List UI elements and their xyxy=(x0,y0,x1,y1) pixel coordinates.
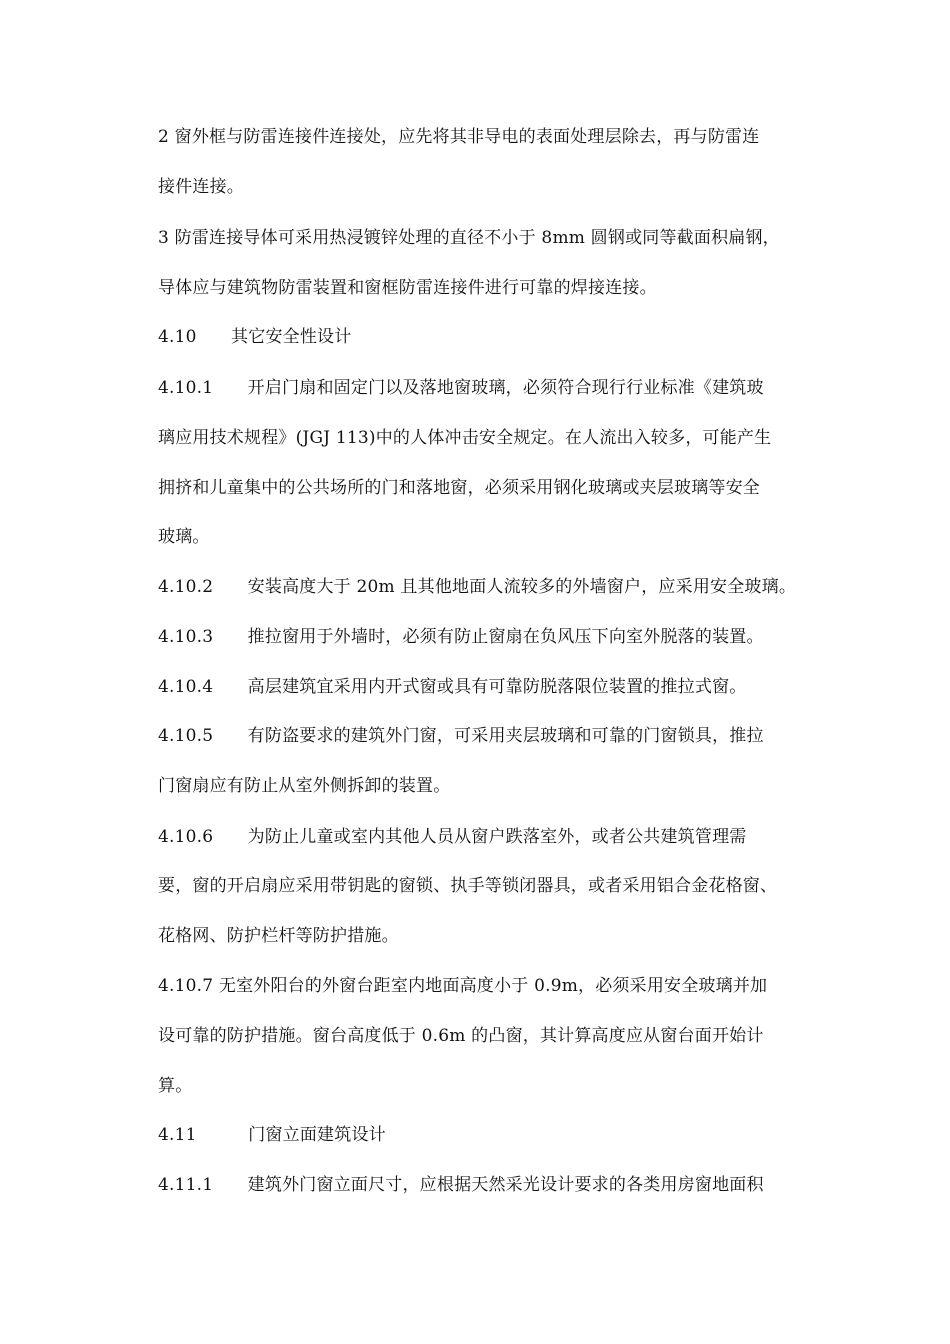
text-line-22: 4.11.1 建筑外门窗立面尺寸，应根据天然采光设计要求的各类用房窗地面积 xyxy=(158,1175,764,1195)
text-line-18: 4.10.7 无室外阳台的外窗台距室内地面高度小于 0.9m，必须采用安全玻璃并加 xyxy=(158,976,768,996)
text-line-13: 4.10.5 有防盗要求的建筑外门窗，可采用夹层玻璃和可靠的门窗锁具，推拉 xyxy=(158,726,764,746)
text-line-17: 花格网、防护栏杆等防护措施。 xyxy=(158,926,399,946)
text-line-4: 导体应与建筑物防雷装置和窗框防雷连接件进行可靠的焊接连接。 xyxy=(158,278,657,298)
text-line-3: 3 防雷连接导体可采用热浸镀锌处理的直径不小于 8mm 圆钢或同等截面积扁钢， xyxy=(158,228,780,248)
section-heading-4-10: 4.10 其它安全性设计 xyxy=(158,327,352,347)
text-line-12: 4.10.4 高层建筑宜采用内开式窗或具有可靠防脱落限位装置的推拉式窗。 xyxy=(158,677,747,697)
text-line-19: 设可靠的防护措施。窗台高度低于 0.6m 的凸窗，其计算高度应从窗台面开始计 xyxy=(158,1026,764,1046)
text-line-20: 算。 xyxy=(158,1076,193,1096)
text-line-9: 玻璃。 xyxy=(158,527,210,547)
section-heading-4-11: 4.11 门窗立面建筑设计 xyxy=(158,1125,386,1145)
text-line-1: 2 窗外框与防雷连接件连接处，应先将其非导电的表面处理层除去，再与防雷连 xyxy=(158,127,760,147)
text-line-16: 要，窗的开启扇应采用带钥匙的窗锁、执手等锁闭器具，或者采用铝合金花格窗、 xyxy=(158,876,778,896)
text-line-15: 4.10.6 为防止儿童或室内其他人员从窗户跌落室外，或者公共建筑管理需 xyxy=(158,827,747,847)
text-line-6: 4.10.1 开启门扇和固定门以及落地窗玻璃，必须符合现行行业标准《建筑玻 xyxy=(158,378,764,398)
text-line-2: 接件连接。 xyxy=(158,177,244,197)
text-line-14: 门窗扇应有防止从室外侧拆卸的装置。 xyxy=(158,776,451,796)
text-line-8: 拥挤和儿童集中的公共场所的门和落地窗，必须采用钢化玻璃或夹层玻璃等安全 xyxy=(158,478,760,498)
text-line-11: 4.10.3 推拉窗用于外墙时，必须有防止窗扇在负风压下向室外脱落的装置。 xyxy=(158,627,764,647)
text-line-10: 4.10.2 安装高度大于 20m 且其他地面人流较多的外墙窗户，应采用安全玻璃。 xyxy=(158,577,797,597)
text-line-7: 璃应用技术规程》(JGJ 113)中的人体冲击安全规定。在人流出入较多，可能产生 xyxy=(158,428,772,448)
